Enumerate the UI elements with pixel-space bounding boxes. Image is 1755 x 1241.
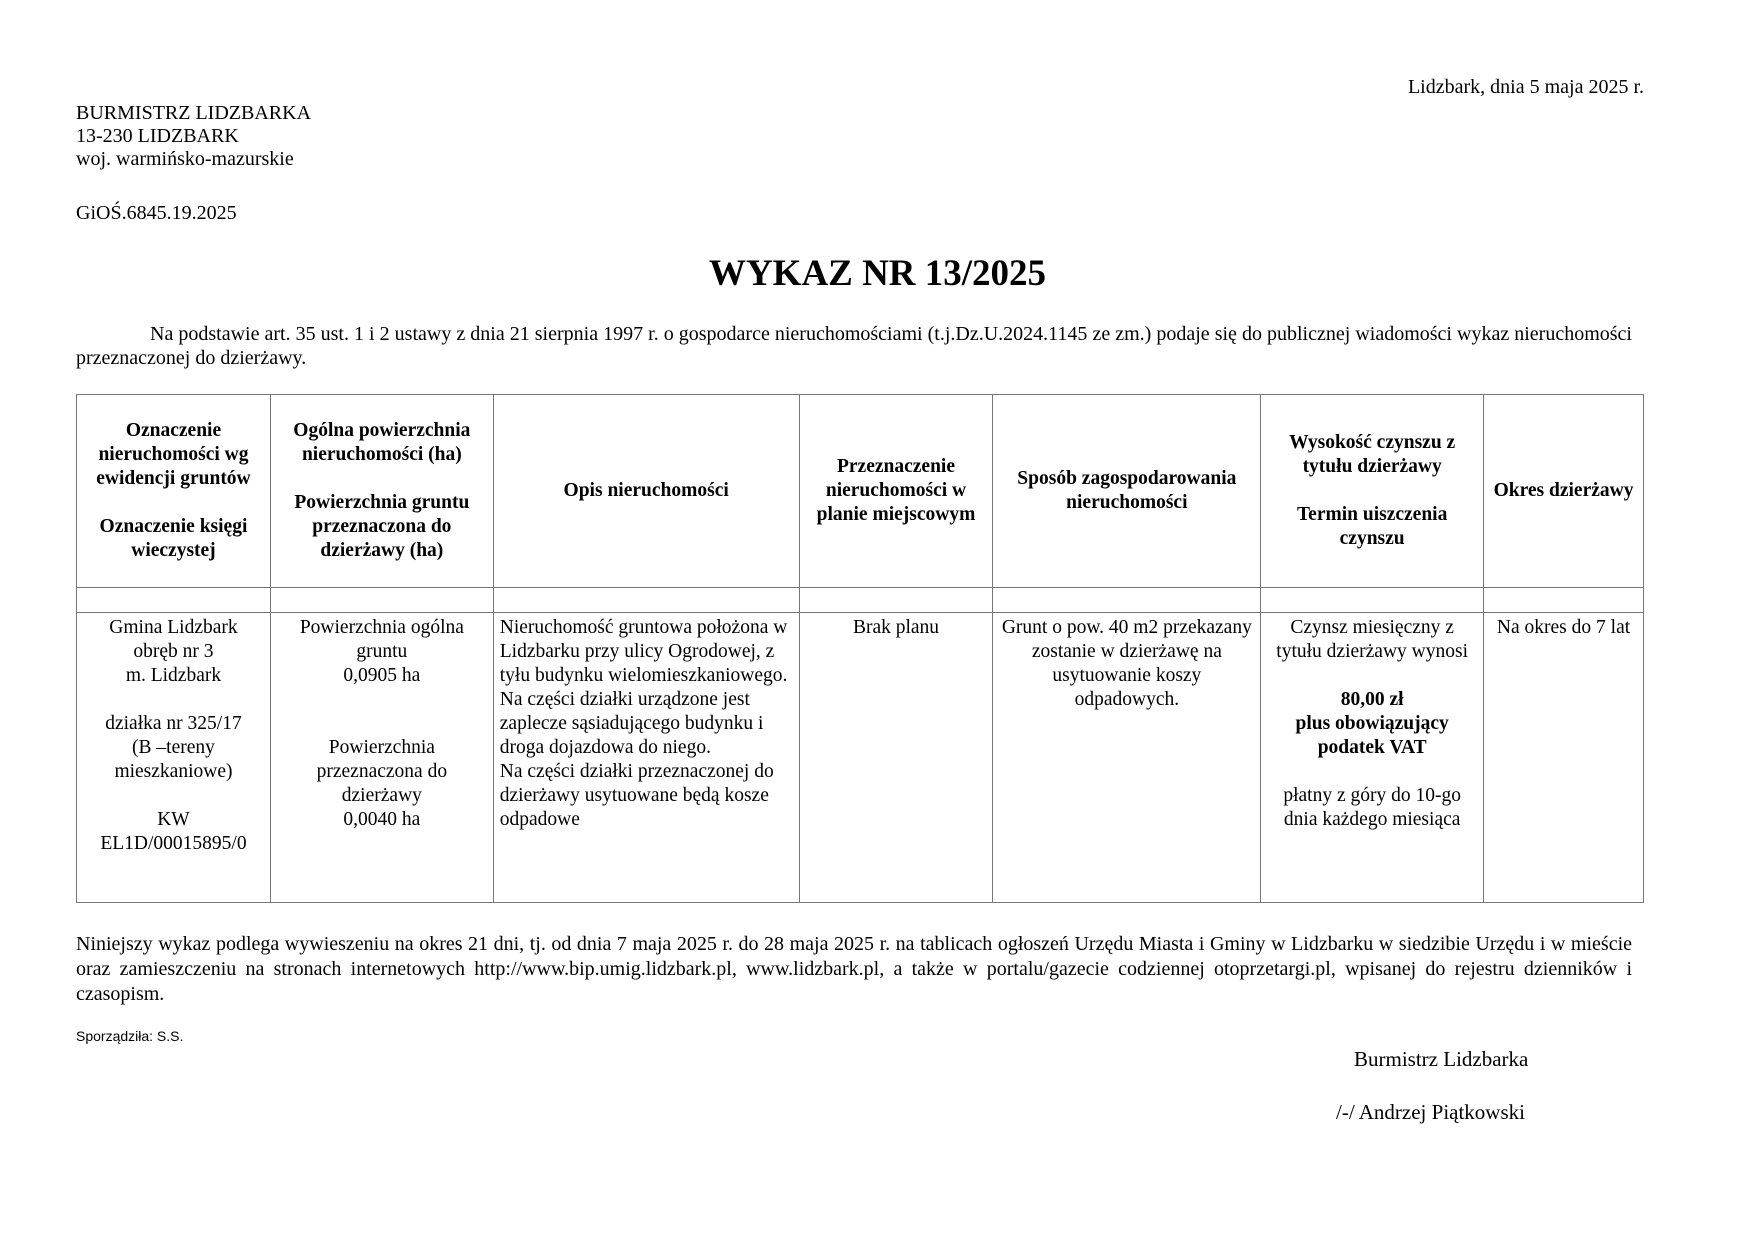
- cell-rent: Czynsz miesięczny z tytułu dzierżawy wynosi 80,00 zł plus obowiązujący podatek VAT płatny z góry do 10-go dnia każdego miesiąca: [1261, 613, 1484, 903]
- cell-description: Nieruchomość gruntowa położona w Lidzbarku przy ulicy Ogrodowej, z tyłu budynku wielomieszkaniowego. Na części działki urządzone jest zaplecze sąsiadującego budynku i droga dojazdowa do niego. Na części działki przeznaczonej do dzierżawy usytuowane będą kosze odpadowe: [493, 613, 799, 903]
- header-cell-description: Opis nieruchomości: [493, 395, 799, 588]
- issuer-name: BURMISTRZ LIDZBARKA: [76, 102, 312, 124]
- header-cell-rent: Wysokość czynszu z tytułu dzierżawy Termin uiszczenia czynszu: [1261, 395, 1484, 588]
- cell-use: Grunt o pow. 40 m2 przekazany zostanie w dzierżawę na usytuowanie koszy odpadowych.: [993, 613, 1261, 903]
- signature-title: Burmistrz Lidzbarka: [1354, 1047, 1529, 1071]
- property-table: [76, 394, 1644, 903]
- intro-paragraph: Na podstawie art. 35 ust. 1 i 2 ustawy z dnia 21 sierpnia 1997 r. o gospodarce nieruchomościami (t.j.Dz.U.2024.1145 ze zm.) podaje się do publicznej wiadomości wykaz nieruchomości przeznaczonej do dzierżawy.: [76, 323, 1632, 369]
- header-cell-plan: Przeznaczenie nieruchomości w planie miejscowym: [799, 395, 993, 588]
- prepared-by: Sporządziła: S.S.: [76, 1028, 184, 1044]
- cell-area: Powierzchnia ogólna gruntu 0,0905 ha Powierzchnia przeznaczona do dzierżawy 0,0040 ha: [270, 613, 493, 903]
- table-spacer-row: [77, 588, 1644, 613]
- cell-designation: Gmina Lidzbark obręb nr 3 m. Lidzbark działka nr 325/17 (B –tereny mieszkaniowe) KW EL1D/00015895/0: [77, 613, 271, 903]
- header-cell-designation: Oznaczenie nieruchomości wg ewidencji gruntów Oznaczenie księgi wieczystej: [77, 395, 271, 588]
- reference-number: GiOŚ.6845.19.2025: [76, 202, 237, 224]
- issuer-postal: 13-230 LIDZBARK: [76, 125, 239, 147]
- document-title: WYKAZ NR 13/2025: [708, 253, 1047, 294]
- table-row: [77, 613, 1644, 903]
- issuer-block: [76, 102, 311, 171]
- cell-plan: Brak planu: [799, 613, 993, 903]
- header-cell-area: Ogólna powierzchnia nieruchomości (ha) Powierzchnia gruntu przeznaczona do dzierżawy (ha): [270, 395, 493, 588]
- header-cell-use: Sposób zagospodarowania nieruchomości: [993, 395, 1261, 588]
- cell-period: Na okres do 7 lat: [1484, 613, 1644, 903]
- place-date: Lidzbark, dnia 5 maja 2025 r.: [1407, 76, 1644, 98]
- table-header-row: [77, 395, 1644, 588]
- issuer-region: woj. warmińsko-mazurskie: [76, 148, 294, 170]
- rent-amount: 80,00 zł: [1340, 689, 1404, 710]
- signature-name: /-/ Andrzej Piątkowski: [1336, 1100, 1525, 1124]
- header-cell-period: Okres dzierżawy: [1484, 395, 1644, 588]
- posting-notice: Niniejszy wykaz podlega wywieszeniu na okres 21 dni, tj. od dnia 7 maja 2025 r. do 28 maja 2025 r. na tablicach ogłoszeń Urzędu Miasta i Gminy w Lidzbarku w siedzibie Urzędu i w mieście oraz zamieszczeniu na stronach internetowych http://www.bip.umig.lidzbark.pl, www.lidzbark.pl, a także w portalu/gazecie codziennej otoprzetargi.pl, wpisanej do rejestru dzienników i czasopism.: [76, 933, 1632, 1005]
- rent-vat: plus obowiązujący podatek VAT: [1295, 713, 1449, 758]
